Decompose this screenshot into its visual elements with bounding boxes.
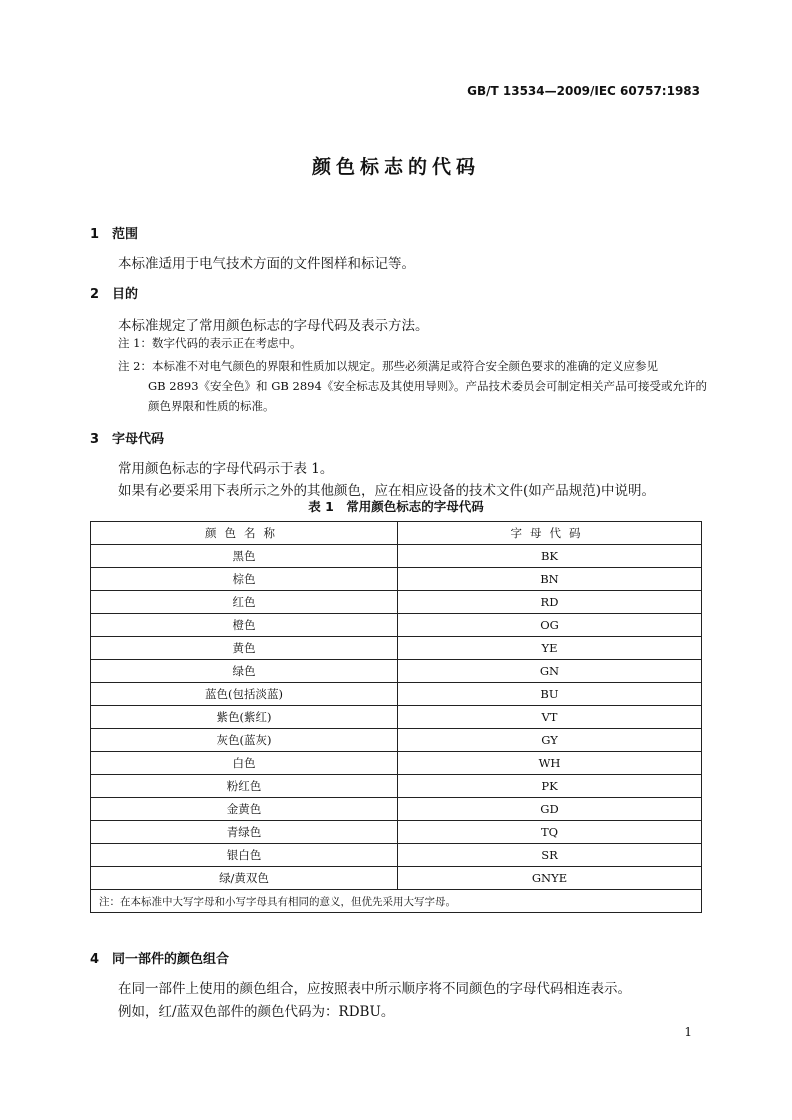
table-row (91, 545, 702, 568)
table-row (91, 844, 702, 867)
table-row (91, 706, 702, 729)
page-number: 1 (684, 1025, 692, 1039)
table-row (91, 683, 702, 706)
table-row (91, 798, 702, 821)
note-2-line-3: 颜色界限和性质的标准。 (148, 399, 275, 413)
table-header-row (91, 522, 702, 545)
table-row (91, 775, 702, 798)
section-number: 4 (90, 952, 100, 967)
letter-code-cell: YE (398, 637, 702, 660)
letter-code-cell: BN (398, 568, 702, 591)
section-2-paragraph: 本标准规定了常用颜色标志的字母代码及表示方法。 (118, 318, 429, 334)
section-1-paragraph: 本标准适用于电气技术方面的文件图样和标记等。 (118, 256, 415, 272)
section-2-heading (90, 283, 138, 302)
color-name-cell: 棕色 (91, 568, 398, 591)
letter-code-cell: BK (398, 545, 702, 568)
color-name-cell: 灰色(蓝灰) (91, 729, 398, 752)
color-name-cell: 金黄色 (91, 798, 398, 821)
color-name-cell: 紫色(紫红) (91, 706, 398, 729)
table-note: 注：在本标准中大写字母和小写字母具有相同的意义，但优先采用大写字母。 (91, 890, 702, 913)
table-row (91, 660, 702, 683)
color-name-cell: 黑色 (91, 545, 398, 568)
color-name-cell: 青绿色 (91, 821, 398, 844)
color-name-cell: 绿色 (91, 660, 398, 683)
note-2-line-1: 注 2：本标准不对电气颜色的界限和性质加以规定。那些必须满足或符合安全颜色要求的准确的定义应参见 (118, 359, 658, 373)
standard-code-header: GB/T 13534—2009/IEC 60757:1983 (467, 84, 700, 98)
letter-code-cell: PK (398, 775, 702, 798)
table-caption: 表 1 常用颜色标志的字母代码 (308, 499, 484, 514)
color-name-cell: 蓝色(包括淡蓝) (91, 683, 398, 706)
color-name-cell: 绿/黄双色 (91, 867, 398, 890)
table-note-row (91, 890, 702, 913)
letter-code-cell: GD (398, 798, 702, 821)
column-header-color-name: 颜色名称 (91, 522, 398, 545)
section-title: 范围 (112, 227, 139, 242)
table-row (91, 729, 702, 752)
color-name-cell: 红色 (91, 591, 398, 614)
section-title: 目的 (112, 287, 139, 302)
letter-code-cell: GNYE (398, 867, 702, 890)
letter-code-cell: TQ (398, 821, 702, 844)
table-row (91, 591, 702, 614)
table-row (91, 752, 702, 775)
table-row (91, 637, 702, 660)
letter-code-cell: VT (398, 706, 702, 729)
letter-code-cell: BU (398, 683, 702, 706)
section-3-paragraph-1: 常用颜色标志的字母代码示于表 1。 (118, 461, 334, 477)
section-1-heading (90, 223, 138, 242)
color-name-cell: 黄色 (91, 637, 398, 660)
section-title: 字母代码 (112, 432, 165, 447)
section-3-paragraph-2: 如果有必要采用下表所示之外的其他颜色，应在相应设备的技术文件(如产品规范)中说明。 (118, 483, 656, 499)
letter-code-cell: WH (398, 752, 702, 775)
color-name-cell: 银白色 (91, 844, 398, 867)
section-3-heading (90, 428, 164, 447)
note-1: 注 1：数字代码的表示正在考虑中。 (118, 336, 302, 350)
column-header-letter-code: 字母代码 (398, 522, 702, 545)
letter-code-cell: OG (398, 614, 702, 637)
color-name-cell: 白色 (91, 752, 398, 775)
section-number: 2 (90, 287, 100, 302)
section-title: 同一部件的颜色组合 (112, 952, 230, 967)
note-2-line-2: GB 2893《安全色》和 GB 2894《安全标志及其使用导则》。产品技术委员会可制定相关产品可接受或允许的 (148, 379, 708, 393)
table-row (91, 568, 702, 591)
page-title: 颜色标志的代码 (311, 156, 480, 178)
letter-code-cell: GN (398, 660, 702, 683)
letter-code-cell: SR (398, 844, 702, 867)
color-code-table (90, 521, 702, 913)
section-number: 3 (90, 432, 100, 447)
section-4-paragraph-2: 例如，红/蓝双色部件的颜色代码为：RDBU。 (118, 1004, 395, 1020)
color-name-cell: 粉红色 (91, 775, 398, 798)
color-name-cell: 橙色 (91, 614, 398, 637)
section-4-heading (90, 948, 229, 967)
table-row (91, 614, 702, 637)
section-number: 1 (90, 227, 100, 242)
table-row (91, 821, 702, 844)
letter-code-cell: RD (398, 591, 702, 614)
section-4-paragraph-1: 在同一部件上使用的颜色组合，应按照表中所示顺序将不同颜色的字母代码相连表示。 (118, 981, 631, 997)
letter-code-cell: GY (398, 729, 702, 752)
table-row (91, 867, 702, 890)
